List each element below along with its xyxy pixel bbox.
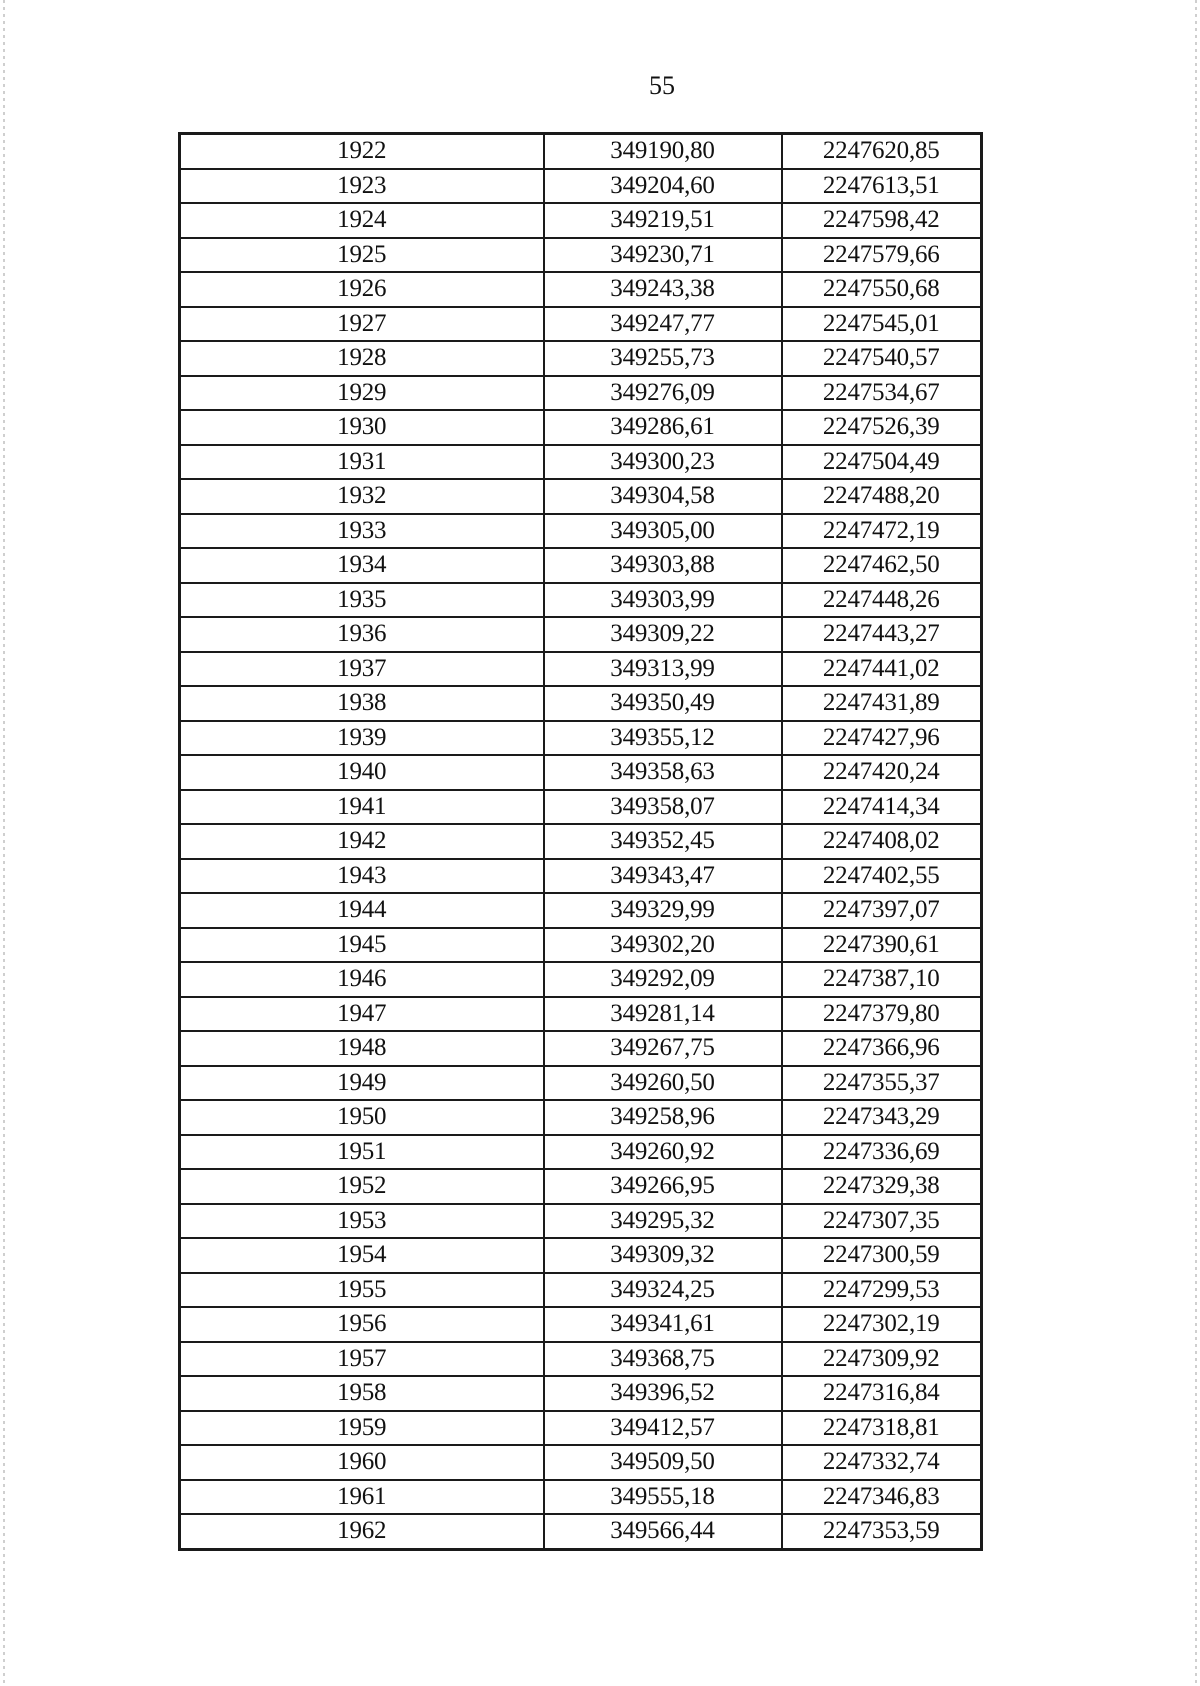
y-coordinate-cell: 2247318,81 xyxy=(782,1411,982,1446)
table-row xyxy=(180,1376,982,1411)
table-row xyxy=(180,307,982,342)
y-coordinate-cell: 2247545,01 xyxy=(782,307,982,342)
x-coordinate-cell: 349350,49 xyxy=(544,686,782,721)
table-row xyxy=(180,1480,982,1515)
point-number-cell: 1941 xyxy=(180,790,544,825)
point-number-cell: 1940 xyxy=(180,755,544,790)
point-number-cell: 1935 xyxy=(180,583,544,618)
point-number-cell: 1946 xyxy=(180,962,544,997)
table-row xyxy=(180,1342,982,1377)
point-number-cell: 1960 xyxy=(180,1445,544,1480)
table-row xyxy=(180,583,982,618)
table-row xyxy=(180,617,982,652)
table-row xyxy=(180,203,982,238)
point-number-cell: 1945 xyxy=(180,928,544,963)
y-coordinate-cell: 2247534,67 xyxy=(782,376,982,411)
table-row xyxy=(180,1273,982,1308)
point-number-cell: 1934 xyxy=(180,548,544,583)
table-row xyxy=(180,1514,982,1549)
point-number-cell: 1937 xyxy=(180,652,544,687)
x-coordinate-cell: 349324,25 xyxy=(544,1273,782,1308)
y-coordinate-cell: 2247307,35 xyxy=(782,1204,982,1239)
x-coordinate-cell: 349190,80 xyxy=(544,134,782,169)
scan-edge-left xyxy=(3,0,5,1686)
x-coordinate-cell: 349396,52 xyxy=(544,1376,782,1411)
point-number-cell: 1943 xyxy=(180,859,544,894)
x-coordinate-cell: 349258,96 xyxy=(544,1100,782,1135)
y-coordinate-cell: 2247346,83 xyxy=(782,1480,982,1515)
table-row xyxy=(180,1066,982,1101)
point-number-cell: 1944 xyxy=(180,893,544,928)
point-number-cell: 1927 xyxy=(180,307,544,342)
x-coordinate-cell: 349204,60 xyxy=(544,169,782,204)
y-coordinate-cell: 2247408,02 xyxy=(782,824,982,859)
point-number-cell: 1938 xyxy=(180,686,544,721)
table-row xyxy=(180,376,982,411)
x-coordinate-cell: 349300,23 xyxy=(544,445,782,480)
table-row xyxy=(180,686,982,721)
x-coordinate-cell: 349305,00 xyxy=(544,514,782,549)
x-coordinate-cell: 349555,18 xyxy=(544,1480,782,1515)
y-coordinate-cell: 2247620,85 xyxy=(782,134,982,169)
table-row xyxy=(180,1031,982,1066)
table-row xyxy=(180,652,982,687)
y-coordinate-cell: 2247332,74 xyxy=(782,1445,982,1480)
point-number-cell: 1957 xyxy=(180,1342,544,1377)
x-coordinate-cell: 349355,12 xyxy=(544,721,782,756)
y-coordinate-cell: 2247448,26 xyxy=(782,583,982,618)
table-row xyxy=(180,479,982,514)
x-coordinate-cell: 349343,47 xyxy=(544,859,782,894)
y-coordinate-cell: 2247366,96 xyxy=(782,1031,982,1066)
x-coordinate-cell: 349247,77 xyxy=(544,307,782,342)
y-coordinate-cell: 2247504,49 xyxy=(782,445,982,480)
y-coordinate-cell: 2247488,20 xyxy=(782,479,982,514)
y-coordinate-cell: 2247387,10 xyxy=(782,962,982,997)
point-number-cell: 1931 xyxy=(180,445,544,480)
scan-edge-right xyxy=(1195,0,1197,1686)
x-coordinate-cell: 349281,14 xyxy=(544,997,782,1032)
x-coordinate-cell: 349295,32 xyxy=(544,1204,782,1239)
point-number-cell: 1955 xyxy=(180,1273,544,1308)
table-row xyxy=(180,1238,982,1273)
x-coordinate-cell: 349566,44 xyxy=(544,1514,782,1549)
x-coordinate-cell: 349276,09 xyxy=(544,376,782,411)
x-coordinate-cell: 349358,63 xyxy=(544,755,782,790)
table-row xyxy=(180,238,982,273)
x-coordinate-cell: 349329,99 xyxy=(544,893,782,928)
point-number-cell: 1933 xyxy=(180,514,544,549)
y-coordinate-cell: 2247390,61 xyxy=(782,928,982,963)
y-coordinate-cell: 2247302,19 xyxy=(782,1307,982,1342)
table-row xyxy=(180,1445,982,1480)
y-coordinate-cell: 2247299,53 xyxy=(782,1273,982,1308)
table-row xyxy=(180,893,982,928)
x-coordinate-cell: 349313,99 xyxy=(544,652,782,687)
y-coordinate-cell: 2247309,92 xyxy=(782,1342,982,1377)
table-row xyxy=(180,790,982,825)
y-coordinate-cell: 2247472,19 xyxy=(782,514,982,549)
x-coordinate-cell: 349509,50 xyxy=(544,1445,782,1480)
y-coordinate-cell: 2247300,59 xyxy=(782,1238,982,1273)
y-coordinate-cell: 2247427,96 xyxy=(782,721,982,756)
x-coordinate-cell: 349267,75 xyxy=(544,1031,782,1066)
x-coordinate-cell: 349219,51 xyxy=(544,203,782,238)
table-row xyxy=(180,859,982,894)
point-number-cell: 1942 xyxy=(180,824,544,859)
table-row xyxy=(180,721,982,756)
y-coordinate-cell: 2247343,29 xyxy=(782,1100,982,1135)
x-coordinate-cell: 349309,22 xyxy=(544,617,782,652)
point-number-cell: 1924 xyxy=(180,203,544,238)
table-row xyxy=(180,169,982,204)
table-row xyxy=(180,514,982,549)
y-coordinate-cell: 2247336,69 xyxy=(782,1135,982,1170)
table-row xyxy=(180,548,982,583)
page-number: 55 xyxy=(649,71,675,100)
y-coordinate-cell: 2247550,68 xyxy=(782,272,982,307)
coordinates-table xyxy=(178,132,983,1551)
x-coordinate-cell: 349230,71 xyxy=(544,238,782,273)
y-coordinate-cell: 2247414,34 xyxy=(782,790,982,825)
x-coordinate-cell: 349304,58 xyxy=(544,479,782,514)
table-row xyxy=(180,1307,982,1342)
x-coordinate-cell: 349286,61 xyxy=(544,410,782,445)
x-coordinate-cell: 349292,09 xyxy=(544,962,782,997)
y-coordinate-cell: 2247462,50 xyxy=(782,548,982,583)
x-coordinate-cell: 349352,45 xyxy=(544,824,782,859)
point-number-cell: 1961 xyxy=(180,1480,544,1515)
point-number-cell: 1951 xyxy=(180,1135,544,1170)
y-coordinate-cell: 2247526,39 xyxy=(782,410,982,445)
table-row xyxy=(180,997,982,1032)
x-coordinate-cell: 349303,88 xyxy=(544,548,782,583)
point-number-cell: 1932 xyxy=(180,479,544,514)
x-coordinate-cell: 349302,20 xyxy=(544,928,782,963)
x-coordinate-cell: 349341,61 xyxy=(544,1307,782,1342)
y-coordinate-cell: 2247431,89 xyxy=(782,686,982,721)
y-coordinate-cell: 2247379,80 xyxy=(782,997,982,1032)
y-coordinate-cell: 2247316,84 xyxy=(782,1376,982,1411)
x-coordinate-cell: 349358,07 xyxy=(544,790,782,825)
point-number-cell: 1953 xyxy=(180,1204,544,1239)
point-number-cell: 1939 xyxy=(180,721,544,756)
x-coordinate-cell: 349412,57 xyxy=(544,1411,782,1446)
x-coordinate-cell: 349255,73 xyxy=(544,341,782,376)
table-row xyxy=(180,1411,982,1446)
point-number-cell: 1936 xyxy=(180,617,544,652)
point-number-cell: 1929 xyxy=(180,376,544,411)
x-coordinate-cell: 349266,95 xyxy=(544,1169,782,1204)
table-row xyxy=(180,134,982,169)
table-row xyxy=(180,272,982,307)
point-number-cell: 1962 xyxy=(180,1514,544,1549)
point-number-cell: 1948 xyxy=(180,1031,544,1066)
x-coordinate-cell: 349309,32 xyxy=(544,1238,782,1273)
y-coordinate-cell: 2247420,24 xyxy=(782,755,982,790)
point-number-cell: 1959 xyxy=(180,1411,544,1446)
point-number-cell: 1922 xyxy=(180,134,544,169)
point-number-cell: 1958 xyxy=(180,1376,544,1411)
point-number-cell: 1928 xyxy=(180,341,544,376)
point-number-cell: 1956 xyxy=(180,1307,544,1342)
y-coordinate-cell: 2247598,42 xyxy=(782,203,982,238)
y-coordinate-cell: 2247613,51 xyxy=(782,169,982,204)
x-coordinate-cell: 349260,92 xyxy=(544,1135,782,1170)
y-coordinate-cell: 2247579,66 xyxy=(782,238,982,273)
y-coordinate-cell: 2247397,07 xyxy=(782,893,982,928)
y-coordinate-cell: 2247540,57 xyxy=(782,341,982,376)
y-coordinate-cell: 2247402,55 xyxy=(782,859,982,894)
table-row xyxy=(180,824,982,859)
x-coordinate-cell: 349368,75 xyxy=(544,1342,782,1377)
coordinates-table-body xyxy=(180,134,982,1550)
x-coordinate-cell: 349243,38 xyxy=(544,272,782,307)
y-coordinate-cell: 2247329,38 xyxy=(782,1169,982,1204)
y-coordinate-cell: 2247355,37 xyxy=(782,1066,982,1101)
table-row xyxy=(180,1100,982,1135)
table-row xyxy=(180,410,982,445)
point-number-cell: 1952 xyxy=(180,1169,544,1204)
table-row xyxy=(180,1204,982,1239)
point-number-cell: 1925 xyxy=(180,238,544,273)
point-number-cell: 1950 xyxy=(180,1100,544,1135)
table-row xyxy=(180,755,982,790)
point-number-cell: 1954 xyxy=(180,1238,544,1273)
table-row xyxy=(180,1169,982,1204)
y-coordinate-cell: 2247443,27 xyxy=(782,617,982,652)
table-row xyxy=(180,1135,982,1170)
point-number-cell: 1926 xyxy=(180,272,544,307)
table-row xyxy=(180,341,982,376)
point-number-cell: 1949 xyxy=(180,1066,544,1101)
table-row xyxy=(180,928,982,963)
table-row xyxy=(180,445,982,480)
table-row xyxy=(180,962,982,997)
point-number-cell: 1923 xyxy=(180,169,544,204)
x-coordinate-cell: 349303,99 xyxy=(544,583,782,618)
point-number-cell: 1930 xyxy=(180,410,544,445)
point-number-cell: 1947 xyxy=(180,997,544,1032)
x-coordinate-cell: 349260,50 xyxy=(544,1066,782,1101)
y-coordinate-cell: 2247353,59 xyxy=(782,1514,982,1549)
y-coordinate-cell: 2247441,02 xyxy=(782,652,982,687)
